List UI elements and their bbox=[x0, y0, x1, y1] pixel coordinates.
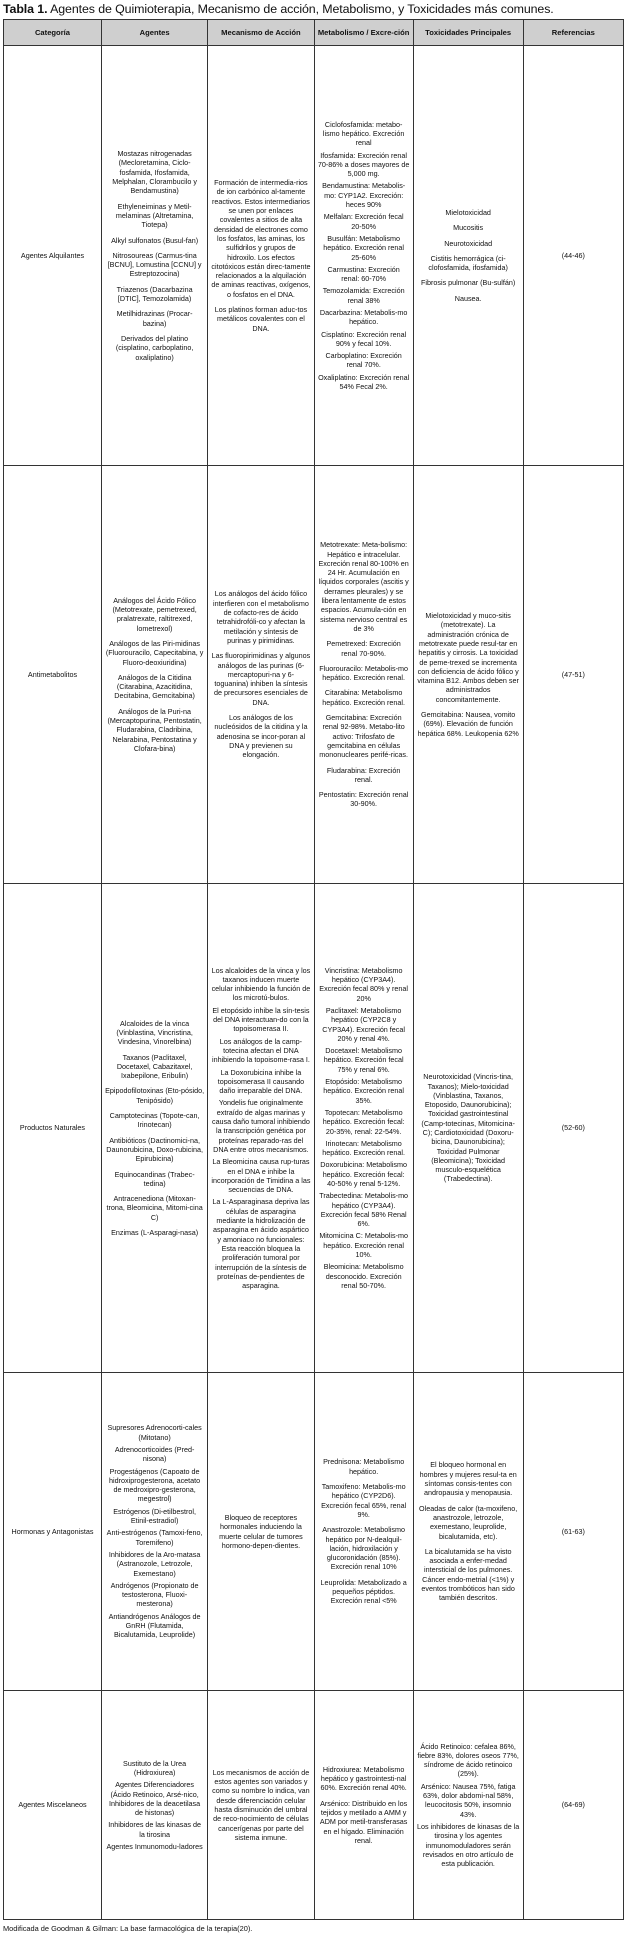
cell-paragraph: Sustituto de la Urea (Hidroxiurea) bbox=[123, 1758, 187, 1777]
mechanism-cell bbox=[208, 884, 314, 1373]
mechanism-cell bbox=[208, 1373, 314, 1691]
references-cell: (44-46) bbox=[523, 46, 623, 466]
cell-paragraph: Nitrosoureas (Carmus-tina [BCNU], Lomustina [CCNU] y Estreptozocina) bbox=[107, 250, 202, 279]
cell-paragraph: Carmustina: Excreción renal: 60-70% bbox=[327, 264, 400, 284]
cell-paragraph: Bleomicina: Metabolismo desconocido. Excreción renal 50-70%. bbox=[323, 1262, 404, 1290]
cell-paragraph: La Bleomicina causa rup-turas en el DNA e inhibe la incorporación de Timidina a las secuencias de DNA. bbox=[211, 1157, 311, 1195]
table-title-text: Agentes de Quimioterapia, Mecanismo de acción, Metabolismo, y Toxicidades más comunes. bbox=[47, 2, 554, 16]
header-referencias: Referencias bbox=[523, 20, 623, 46]
cell-paragraph: Inhibidores de la Aro-matasa (Astranozole, Letrozole, Exemestano) bbox=[108, 1549, 201, 1578]
metabolism-cell bbox=[314, 466, 413, 884]
cell-paragraph: Camptotecinas (Topote-can, Irinotecan) bbox=[109, 1111, 200, 1130]
category-cell: Hormonas y Antagonistas bbox=[4, 1373, 102, 1691]
table-row bbox=[4, 1373, 624, 1691]
cell-paragraph: Los inhibidores de kinasas de la tirosina y los agentes inmunomoduladores serán revisados en otro artículo de esta publicación. bbox=[417, 1821, 520, 1869]
cell-paragraph: Anastrozole: Metabolismo hepático por N-dealquil-lación, hidroxilación y glucoronidación (85%). Excreción renal 10% bbox=[322, 1525, 405, 1572]
agents-cell bbox=[101, 466, 207, 884]
category-cell: Agentes Alquilantes bbox=[4, 46, 102, 466]
cell-paragraph: Cistitis hemorrágica (ci-clofosfamida, ifosfamida) bbox=[428, 253, 508, 273]
cell-paragraph: Irinotecan: Metabolismo hepático. Excreción renal. bbox=[322, 1138, 405, 1158]
cell-paragraph: Neurotoxicidad (Vincris-tina, Taxanos); Mielo-toxicidad (Vinblastina, Taxanos, Etoposido, Daunorubicina); Toxicidad gastrointestinal (Camp-totecinas, Mitomicina-C); Cardiotoxicidad (Doxoru-bicina, Daunorubicina); Toxicidad Pulmonar (Bleomicina); Toxicidad musculo-esquelética (Trabedectina). bbox=[421, 1072, 515, 1184]
cell-paragraph: Estrógenos (Di-etilbestrol, Etinil-estradiol) bbox=[113, 1506, 196, 1526]
cell-paragraph: Ciclofosfamida: metabo-lismo hepático. Excreción renal bbox=[322, 119, 405, 148]
cell-paragraph: Enzimas (L-Asparagi-nasa) bbox=[111, 1228, 199, 1238]
table-row bbox=[4, 1691, 624, 1920]
cell-paragraph: Arsénico: Distribuido en los tejidos y metilado a AMM y ADM por metil-transferasas en el hígado. Eliminación renal. bbox=[319, 1798, 408, 1845]
cell-paragraph: Ifosfamida: Excreción renal 70-86% a doses mayores de 5,000 mg. bbox=[317, 150, 410, 179]
cell-paragraph: Nausea. bbox=[454, 293, 482, 303]
cell-paragraph: La bicalutamida se ha visto asociada a enfer-medad intersticial de los pulmones. Cáncer endo-metrial (<1%) y eventos trombóticos han sido también descritos. bbox=[421, 1546, 515, 1603]
cell-paragraph: Vincristina: Metabolismo hepático (CYP3A4). Excreción fecal 80% y renal 20% bbox=[319, 965, 408, 1003]
cell-paragraph: Análogos de la Puri-na (Mercaptopurina, Pentostatin, Fludarabina, Cladribina, Nelarabina, Pentostatina y Clofara-bina) bbox=[107, 706, 202, 753]
cell-paragraph: Prednisona: Metabolismo hepático. bbox=[323, 1457, 405, 1476]
toxicities-cell bbox=[413, 46, 523, 466]
references-cell: (47-51) bbox=[523, 466, 623, 884]
header-agentes: Agentes bbox=[101, 20, 207, 46]
cell-paragraph: Paclitaxel: Metabolismo hepático (CYP2C8 y CYP3A4). Excreción fecal 20% y renal 4%. bbox=[322, 1005, 405, 1043]
cell-paragraph: Hidroxiurea: Metabolismo hepático y gastrointesti-nal 60%. Excreción renal 40%. bbox=[320, 1764, 407, 1793]
cell-paragraph: Melfalan: Excreción fecal 20-50% bbox=[323, 212, 404, 231]
cell-paragraph: Docetaxel: Metabolismo hepático. Excreción fecal 75% y renal 6%. bbox=[323, 1046, 404, 1074]
cell-paragraph: Busulfán: Metabolismo hepático. Excreción renal 25-60% bbox=[323, 233, 404, 262]
cell-paragraph: Análogos de las Piri-midinas (Fluorouracilo, Capecitabina, y Fluoro-deoxiuridina) bbox=[105, 638, 204, 667]
cell-paragraph: Antibióticos (Dactinomici-na, Daunorubicina, Doxo-rubicina, Epirubicina) bbox=[106, 1135, 203, 1164]
cell-paragraph: Neurotoxicidad bbox=[444, 238, 493, 248]
category-cell: Agentes Miscelaneos bbox=[4, 1691, 102, 1920]
cell-paragraph: Agentes Diferenciadores (Ácido Retinoico, Arsé-nico, Inhibidores de la deacetilasa de histonas) bbox=[109, 1780, 201, 1818]
toxicities-cell bbox=[413, 1373, 523, 1691]
cell-paragraph: Dacarbazina: Metabolis-mo hepático. bbox=[319, 307, 408, 327]
chemotherapy-table bbox=[3, 19, 624, 1920]
cell-paragraph: Bendamustina: Metabolis-mo: CYP1A2. Excreción: heces 90% bbox=[322, 181, 406, 210]
cell-paragraph: Carboplatino: Excreción renal 70%. bbox=[325, 351, 402, 370]
metabolism-cell bbox=[314, 1373, 413, 1691]
cell-paragraph: Arsénico: Nausea 75%, fatiga 63%, dolor abdomi-nal 58%, leucocitosis 50%, insomnio 43%. bbox=[420, 1781, 516, 1819]
agents-cell bbox=[101, 1691, 207, 1920]
agents-cell bbox=[101, 884, 207, 1373]
cell-paragraph: Anti-estrógenos (Tamoxi-feno, Toremifeno) bbox=[106, 1528, 203, 1547]
cell-paragraph: Las fluoropirimidinas y algunos análogos de las purinas (6- mercaptopuri-na y 6-toguanina) inhiben la síntesis de precursores esenciales de DNA. bbox=[211, 651, 311, 707]
cell-paragraph: Epipodofilotoxinas (Eto-pósido, Tenipósido) bbox=[105, 1086, 205, 1105]
references-cell: (64-69) bbox=[523, 1691, 623, 1920]
cell-paragraph: Análogos del Ácido Fólico (Metotrexate, pemetrexed, pralatrexate, raltitrexed, lometrexol) bbox=[112, 595, 197, 633]
header-toxicidades: Toxicidades Principales bbox=[413, 20, 523, 46]
cell-paragraph: La Doxorubicina inhibe la topoisomerasa II causando daño irreparable del DNA. bbox=[217, 1067, 305, 1096]
cell-paragraph: Topotecan: Metabolismo hepático. Excreción fecal: 20-35%, renal: 22-54%. bbox=[322, 1107, 405, 1136]
cell-paragraph: Bloqueo de receptores hormonales induciendo la muerte celular de tumores hormono-depen-dientes. bbox=[219, 1512, 303, 1550]
cell-paragraph: Antiandrógenos Análogos de GnRH (Flutamida, Bicalutamida, Leuprolide) bbox=[108, 1611, 201, 1640]
table-row bbox=[4, 884, 624, 1373]
agents-cell bbox=[101, 46, 207, 466]
cell-paragraph: Trabectedina: Metabolis-mo hepático (CYP3A4). Excreción fecal 58% Renal 6%. bbox=[319, 1191, 409, 1229]
cell-paragraph: Taxanos (Paclitaxel, Docetaxel, Cabazitaxel, Ixabepilone, Eribulin) bbox=[116, 1052, 193, 1081]
cell-paragraph: Fluorouracilo: Metabolis-mo hepático. Excreción renal. bbox=[319, 663, 408, 683]
cell-paragraph: Alcaloides de la vinca (Vinblastina, Vincristina, Vindesina, Vinorelbina) bbox=[116, 1018, 193, 1047]
cell-paragraph: Los análogos del ácido fólico interfieren con el metabolismo de cofacto-res de ácido tetrahidrofóli-co y afectan la metilación y síntesis de purinas y pirimidinas. bbox=[212, 589, 309, 645]
cell-paragraph: Los alcaloides de la vinca y los taxanos inducen muerte celular inhibiendo la función de los microtú-bulos. bbox=[211, 965, 311, 1003]
cell-paragraph: Supresores Adrenocorti-cales (Mitotano) bbox=[107, 1423, 202, 1442]
cell-paragraph: El bloqueo hormonal en hombres y mujeres resul-ta en síntomas consis-tentes con andropausia y menopausia. bbox=[419, 1460, 517, 1498]
cell-paragraph: Equinocandinas (Trabec-tedina) bbox=[114, 1169, 195, 1188]
cell-paragraph: Agentes Inmunomodu-ladores bbox=[106, 1842, 203, 1852]
cell-paragraph: Metilhidrazinas (Procar-bazina) bbox=[116, 309, 193, 328]
cell-paragraph: Fludarabina: Excreción renal. bbox=[326, 765, 401, 784]
references-cell: (61-63) bbox=[523, 1373, 623, 1691]
cell-paragraph: Yondelis fue originalmente extraído de algas marinas y causa daño tumoral inhibiendo la transcripción genética por proteínas reparado-ras del DNA entre otros mecanismos. bbox=[211, 1098, 310, 1154]
header-mecanismo: Mecanismo de Acción bbox=[208, 20, 314, 46]
cell-paragraph: Adrenocorticoides (Pred-nisona) bbox=[114, 1444, 195, 1464]
cell-paragraph: Citarabina: Metabolismo hepático. Excreción renal. bbox=[322, 688, 405, 707]
cell-paragraph: Mitomicina C: Metabolis-mo hepático. Excreción renal 10%. bbox=[319, 1231, 408, 1260]
cell-paragraph: Metotrexate: Meta-bolismo: Hepático e intracelular. Excreción renal 80-100% en 24 Hr. Acumulación en líquidos corporales (ascitis y derrames pleurales) y se libera lentamente de estos espacios. Acumula-ción en sistema nervioso central es de 3% bbox=[318, 540, 409, 633]
cell-paragraph: Antracenediona (Mitoxan-trona, Bleomicina, Mitomi-cina C) bbox=[106, 1194, 203, 1222]
category-cell: Productos Naturales bbox=[4, 884, 102, 1373]
table-row bbox=[4, 466, 624, 884]
cell-paragraph: La L-Asparaginasa depriva las células de asparagina mediante la hidrolización de asparagina en ácido aspártico y amoniaco no funcionales: Esta reacción bloquea la proliferación tumoral por interrupción de la síntesis de proteínas de-pendientes de asparagina. bbox=[212, 1197, 310, 1291]
cell-paragraph: Los platinos forman aduc-tos metálicos covalentes con el DNA. bbox=[214, 304, 308, 333]
cell-paragraph: Leuprolida: Metabolizado a pequeños péptidos. Excreción renal <5% bbox=[320, 1577, 407, 1606]
header-row bbox=[4, 20, 624, 46]
mechanism-cell bbox=[208, 1691, 314, 1920]
cell-paragraph: Ácido Retinoico: cefalea 86%, fiebre 83%, dolores oseos 77%, síndrome de ácido retinoico (25%). bbox=[417, 1741, 519, 1779]
cell-paragraph: Derivados del platino (cisplatino, carboplatino, oxaliplatino) bbox=[115, 333, 194, 362]
cell-paragraph: Pemetrexed: Excreción renal 70-90%. bbox=[326, 639, 401, 658]
cell-paragraph: Mielotoxicidad y muco-sitis (metotrexate). La administración crónica de metotrexate puede resul-tar en hepatitis y cirrosis. La toxicidad de peme-trexed se incrementa con deficiencia de ácido fólico y vitamina B12. Ambos deben ser administrados concomitantemente. bbox=[417, 611, 519, 704]
table-label: Tabla 1. bbox=[3, 2, 48, 16]
cell-paragraph: Los mecanismos de acción de estos agentes son variados y como su nombre lo indica, van desde diferenciación celular hasta disminución del umbral de reco-nocimiento de células cancerígenas por parte del sistema inmune. bbox=[212, 1767, 310, 1842]
cell-paragraph: Pentostatin: Excreción renal 30-90%. bbox=[318, 790, 409, 809]
toxicities-cell bbox=[413, 1691, 523, 1920]
source-footnote: Modificada de Goodman & Gilman: La base farmacológica de la terapia(20). bbox=[3, 1924, 253, 1933]
cell-paragraph: Triazenos (Dacarbazina [DTIC], Temozolamida) bbox=[116, 284, 193, 304]
cell-paragraph: Doxorubicina: Metabolismo hepático. Excreción fecal: 40-50% y renal 5-12%. bbox=[320, 1160, 407, 1188]
toxicities-cell bbox=[413, 466, 523, 884]
header-categoria: Categoría bbox=[4, 20, 102, 46]
cell-paragraph: Etopósido: Metabolismo hepático. Excreción renal 35%. bbox=[323, 1077, 404, 1105]
cell-paragraph: Oxaliplatino: Excreción renal 54% Fecal 2%. bbox=[318, 372, 410, 392]
cell-paragraph: Formación de intermedia-rios de ion carbónico al-tamente reactivos. Estos intermediarios se unen por enlaces covalentes a sitios de alta densidad de electrones como los fosfatos, las aminas, los sulfidrilos y grupos de hidroxilo. Los efectos citotóxicos están direc-tamente relacionados a la alquilación de aminas reactivas, oxígenos, o fosfatos en el DNA. bbox=[211, 178, 311, 299]
category-cell: Antimetabolitos bbox=[4, 466, 102, 884]
cell-paragraph: Los análogos de los nucleósidos de la citidina y la adenosina se incor-poran al DNA y previenen su elongación. bbox=[214, 713, 308, 760]
cell-paragraph: Inhibidores de las kinasas de la tirosina bbox=[108, 1820, 201, 1839]
cell-paragraph: Mielotoxicidad bbox=[445, 207, 491, 217]
table-title bbox=[3, 1, 623, 17]
header-metabolismo: Metabolismo / Excre-ción bbox=[314, 20, 413, 46]
table-row bbox=[4, 46, 624, 466]
mechanism-cell bbox=[208, 466, 314, 884]
references-cell: (52-60) bbox=[523, 884, 623, 1373]
cell-paragraph: Mucositis bbox=[453, 223, 484, 233]
metabolism-cell bbox=[314, 1691, 413, 1920]
cell-paragraph: Fibrosis pulmonar (Bu-sulfán) bbox=[421, 278, 516, 288]
metabolism-cell bbox=[314, 884, 413, 1373]
cell-paragraph: Los análogos de la camp-totecina afectan el DNA inhibiendo la topoisome-rasa I. bbox=[211, 1036, 310, 1065]
cell-paragraph: Andrógenos (Propionato de testosterona, Fluoxi-mesterona) bbox=[110, 1580, 199, 1609]
cell-paragraph: Ethyleneiminas y Metil-melaminas (Altretamina, Tiotepa) bbox=[115, 201, 194, 230]
cell-paragraph: Análogos de la Citidina (Citarabina, Azacitidina, Decitabina, Gemcitabina) bbox=[114, 672, 195, 701]
mechanism-cell bbox=[208, 46, 314, 466]
cell-paragraph: Mostazas nitrogenadas (Mecloretamina, Ciclo-fosfamida, Ifosfamida, Melphalan, Clorambucilo y Bendamustina) bbox=[112, 149, 197, 196]
cell-paragraph: Cisplatino: Excreción renal 90% y fecal 10%. bbox=[321, 329, 407, 348]
cell-paragraph: Progestágenos (Capoato de hidroxiprogesterona, acetato de medroxipro-gesterona, megestrol) bbox=[109, 1466, 201, 1504]
cell-paragraph: Temozolamida: Excreción renal 38% bbox=[322, 286, 405, 305]
cell-paragraph: Alkyl sulfonatos (Busul-fan) bbox=[111, 235, 199, 245]
toxicities-cell bbox=[413, 884, 523, 1373]
cell-paragraph: Tamoxifeno: Metabolis-mo hepático (CYP2D6). Excreción fecal 65%, renal 9%. bbox=[321, 1482, 407, 1519]
metabolism-cell bbox=[314, 46, 413, 466]
cell-paragraph: El etopósido inhibe la sín-tesis del DNA interactuan-do con la topoisomerasa II. bbox=[212, 1005, 310, 1034]
agents-cell bbox=[101, 1373, 207, 1691]
cell-paragraph: Oleadas de calor (ta-moxifeno, anastrozole, letrozole, exemestano, leuprolide, bicalutamida, etc). bbox=[419, 1503, 518, 1541]
cell-paragraph: Gemcitabina: Nausea, vomito (69%). Elevación de función hepática 68%. Leukopenia 62% bbox=[417, 710, 519, 738]
cell-paragraph: Gemcitabina: Excreción renal 92-98%. Metabo-lito activo: Trifosfato de gemcitabina en células mononucleares perifé-ricas. bbox=[319, 713, 408, 760]
